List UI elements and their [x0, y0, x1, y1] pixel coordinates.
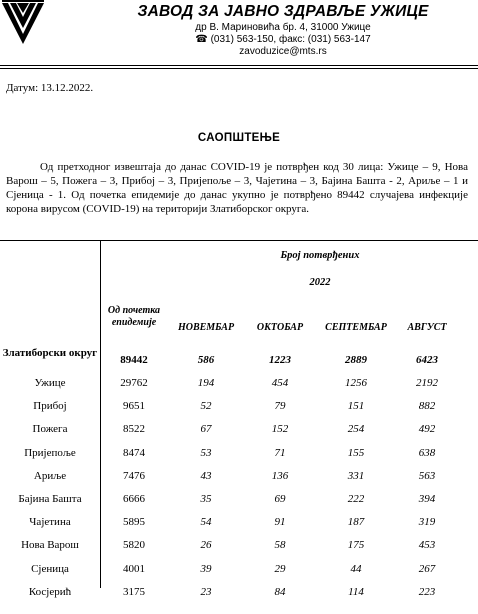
- cell-month: 6423: [416, 354, 438, 366]
- cell-month: 54: [200, 516, 212, 529]
- column-header-october: ОКТОБАР: [256, 322, 304, 333]
- cell-total: 5820: [123, 539, 145, 552]
- row-label: Бајина Башта: [18, 493, 82, 505]
- document-date: Датум: 13.12.2022.: [6, 82, 94, 94]
- cell-total: 5895: [123, 516, 145, 529]
- cell-month: 453: [418, 539, 436, 552]
- cell-month: 454: [271, 377, 289, 389]
- cell-month: 175: [347, 539, 365, 552]
- row-label: Нова Варош: [21, 539, 79, 552]
- cell-month: 35: [200, 493, 212, 505]
- cell-total: 8522: [123, 423, 145, 436]
- cell-total: 7476: [123, 469, 145, 482]
- cell-month: 151: [347, 400, 365, 413]
- cell-month: 136: [271, 469, 289, 482]
- cell-month: 84: [274, 585, 286, 598]
- cell-month: 91: [274, 516, 286, 529]
- row-label: Пожега: [32, 423, 68, 436]
- header-divider-2: [0, 68, 478, 69]
- email[interactable]: zavoduzice@mts.rs: [239, 46, 327, 57]
- cell-month: 29: [274, 562, 286, 575]
- cell-month: 44: [350, 562, 362, 575]
- cell-month: 39: [200, 562, 212, 575]
- cell-month: 2889: [345, 354, 367, 366]
- cell-month: 58: [274, 539, 286, 552]
- row-label: Прибој: [33, 400, 67, 413]
- row-label: Сјеница: [31, 562, 69, 575]
- cell-month: 638: [418, 446, 436, 459]
- organization-name: ЗАВОД ЗА ЈАВНО ЗДРАВЉЕ УЖИЦЕ: [137, 3, 429, 20]
- cell-month: 319: [418, 516, 436, 529]
- cell-month: 331: [347, 469, 365, 482]
- cell-total: 9651: [123, 400, 145, 413]
- cell-month: 79: [274, 400, 286, 413]
- address: др В. Мариновића бр. 4, 31000 Ужице: [195, 22, 371, 33]
- cell-total: 29762: [120, 377, 148, 389]
- cell-month: 1223: [269, 354, 291, 366]
- cell-month: 52: [200, 400, 212, 413]
- cell-month: 23: [200, 585, 212, 598]
- header-divider: [0, 65, 478, 66]
- cell-month: 71: [274, 446, 286, 459]
- cell-month: 2192: [416, 377, 438, 389]
- cell-month: 882: [418, 400, 436, 413]
- row-label: Чајетина: [29, 516, 71, 529]
- cell-total: 4001: [123, 562, 145, 575]
- cell-month: 67: [200, 423, 212, 436]
- table-row: [0, 586, 478, 614]
- cell-month: 53: [200, 446, 212, 459]
- cell-month: 254: [347, 423, 365, 436]
- column-header-august: АВГУСТ: [407, 322, 447, 333]
- cell-month: 563: [418, 469, 436, 482]
- cell-month: 223: [418, 585, 436, 598]
- institute-logo: [0, 0, 46, 46]
- cell-month: 114: [348, 585, 364, 598]
- table-year-header: 2022: [309, 277, 331, 288]
- cell-month: 222: [347, 493, 365, 505]
- cell-total: 8474: [123, 446, 145, 459]
- cell-total: 3175: [123, 585, 145, 598]
- table-group-header: Број потврђених: [280, 250, 360, 261]
- cell-month: 26: [200, 539, 212, 552]
- announcement-paragraph: Од претходног извештаја до данас COVID-19 је потврђен код 30 лица: Ужице – 9, Нова Варош – 5, Пожега – 3, Прибој – 3, Пријепоље – 3, Чајетина – 3, Бајина Башта - 2, Ариље – 1 и Сјеница - 1. Од почетка епидемије до данас укупно је потврђено 89442 случајева инфекције корона вирусом (COVID-19) на територији Златиборског округа.: [6, 161, 468, 215]
- cell-month: 187: [347, 516, 365, 529]
- cell-month: 586: [197, 354, 215, 366]
- cell-month: 69: [274, 493, 286, 505]
- column-header-november: НОВЕМБАР: [177, 322, 235, 333]
- cell-month: 394: [418, 493, 436, 505]
- cell-month: 155: [347, 446, 365, 459]
- row-label: Ариље: [33, 469, 67, 482]
- table-top-border: [0, 240, 478, 241]
- cell-month: 43: [200, 469, 212, 482]
- column-header-total: Од почетка епидемије: [107, 305, 161, 328]
- column-header-september: СЕПТЕМБАР: [325, 322, 387, 333]
- cell-month: 1256: [345, 377, 367, 389]
- cell-month: 194: [197, 377, 215, 389]
- row-label: Златиборски округ: [2, 347, 98, 359]
- document-title: САОПШТЕЊЕ: [197, 132, 281, 144]
- phone-fax: ☎ (031) 563-150, факс: (031) 563-147: [195, 34, 371, 45]
- cell-total: 89442: [120, 354, 148, 366]
- row-label: Косјерић: [28, 585, 72, 598]
- row-label: Пријепоље: [24, 446, 76, 459]
- cell-month: 152: [271, 423, 289, 436]
- cell-total: 6666: [123, 493, 145, 505]
- cell-month: 267: [418, 562, 436, 575]
- cell-month: 492: [418, 423, 436, 436]
- row-label: Ужице: [34, 377, 66, 389]
